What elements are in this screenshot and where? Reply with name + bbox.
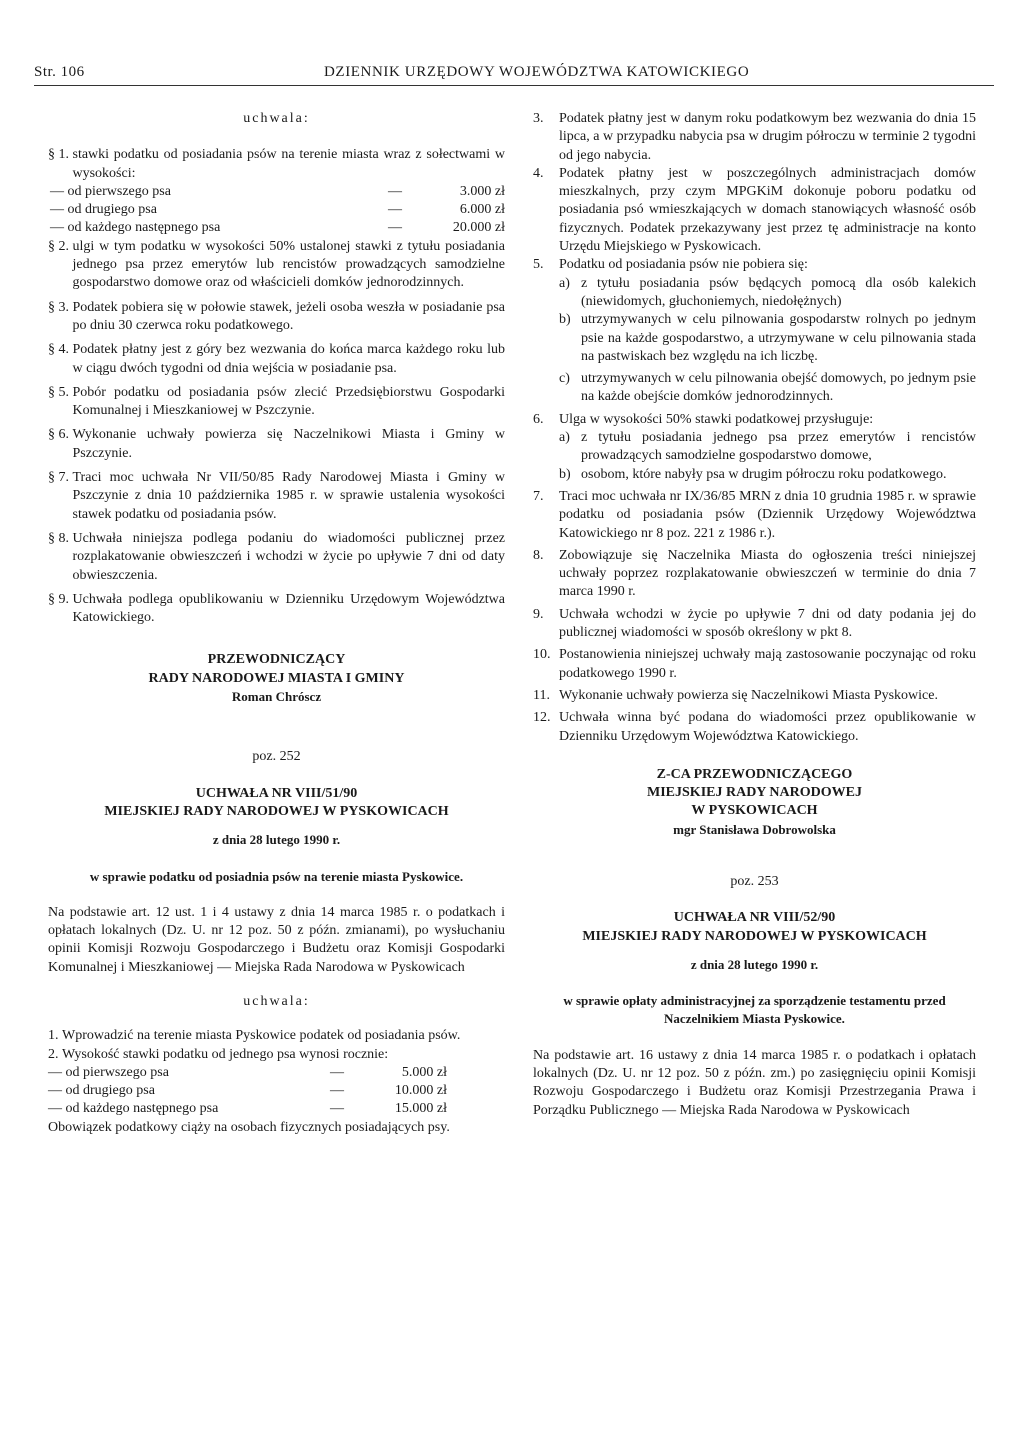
point-9: 9. Uchwała wchodzi w życie po upływie 7 dni od daty podania jej do publicznej wiadomości w sposób określony w pkt 8. xyxy=(533,606,976,641)
rate-row: — od każdego następnego psa — 15.000 zł xyxy=(48,1101,447,1117)
rate-row: — od drugiego psa — 10.000 zł xyxy=(48,1083,447,1099)
point-8: 8. Zobowiązuje się Naczelnika Miasta do ogłoszenia treści niniejszej uchwały poprzez rozplakatowanie obwieszczeń w terminie do dnia 7 marca 1990 r. xyxy=(533,547,976,600)
point-3: 3. Podatek płatny jest w danym roku podatkowym bez wezwania do dnia 15 lipca, a w przypadku nabycia psa w drugim półroczu w terminie 2 tygodni od jego nabycia. xyxy=(533,111,976,163)
point-12: 12. Uchwała winna być podana do wiadomości przez opublikowanie w Dzienniku Urzędowym Województwa Katowickiego. xyxy=(533,710,976,744)
resolution-253-subject: w sprawie opłaty administracyjnej za sporządzenie testamentu przed Naczelnikiem Miasta Pyskowice. xyxy=(563,993,946,1027)
rates-list-1 xyxy=(48,183,505,238)
point-6-list xyxy=(533,429,976,484)
rate-row: — od drugiego psa — 6.000 zł xyxy=(50,202,505,218)
rate-row: — od każdego następnego psa — 20.000 zł xyxy=(50,220,505,236)
signature-title: PRZEWODNICZĄCY xyxy=(207,652,346,668)
poz-253: poz. 253 xyxy=(730,873,779,889)
point-6: 6. Ulga w wysokości 50% stawki podatkowej przysługuje: xyxy=(533,411,874,427)
section-5: § 5. Pobór podatku od posiadania psów zlecić Przedsiębiorstwu Gospodarki Komunalnej i Mieszkaniowej w Pszczynie. xyxy=(48,384,505,419)
point-5: 5. Podatku od posiadania psów nie pobiera się: xyxy=(533,257,808,273)
resolution-252-title: UCHWAŁA NR VIII/51/90 MIEJSKIEJ RADY NARODOWEJ W PYSKOWICACH xyxy=(104,785,449,819)
section-number: § 1. xyxy=(48,147,69,163)
page-number: Str. 106 xyxy=(34,64,85,80)
section-1 xyxy=(48,146,505,183)
point-5-list xyxy=(533,275,976,407)
resolution-253-preamble: Na podstawie art. 16 ustawy z dnia 14 marca 1985 r. o podatkach i opłatach lokalnych (Dz. U. nr 12 poz. 50 z późn. zm.) po zasięgnięciu opinii Komisji Rozwoju Gospodarczego i Budżetu oraz Komisji Przestrzegania Prawa i Porządku Publicznego — Miejska Rada Narodowa w Pyskowicach xyxy=(533,1047,976,1118)
section-2: § 2. ulgi w tym podatku w wysokości 50% ustalonej stawki z tytułu posiadania jednego psa przez emerytów lub rencistów prowadzących samodzielne gospodarstwo domowe oraz od właścicieli domków jednorodzinnych. xyxy=(48,238,505,291)
resolution-253-date: z dnia 28 lutego 1990 r. xyxy=(690,956,819,972)
point-1: 1. Wprowadzić na terenie miasta Pyskowice podatek od posiadania psów. xyxy=(48,1028,461,1044)
resolution-253-title: UCHWAŁA NR VIII/52/90 MIEJSKIEJ RADY NARODOWEJ W PYSKOWICACH xyxy=(582,910,927,944)
point-7: 7. Traci moc uchwała nr IX/36/85 MRN z dnia 10 grudnia 1985 r. w sprawie podatku od posiadania psów (Dziennik Urzędowy Województwa Katowickiego nr 8 poz. 221 z 1986 r.). xyxy=(533,488,976,541)
uchwala-heading: uchwala: xyxy=(243,111,310,126)
list-item: b) utrzymywanych w celu pilnowania gospodarstw rolnych po jednym psie na każde gospodarstwo, a utrzymywane w celu pilnowania stada na pastwiskach bez względu na ich liczbę. xyxy=(559,312,976,364)
point-10: 10. Postanowienia niniejszej uchwały mają zastosowanie poczynając od roku podatkowego 1990 r. xyxy=(533,647,976,681)
uchwala-heading-2: uchwala: xyxy=(243,993,310,1009)
journal-title: DZIENNIK URZĘDOWY WOJEWÓDZTWA KATOWICKIEGO xyxy=(324,64,750,80)
rates-list-2 xyxy=(48,1064,505,1119)
right-column xyxy=(533,110,976,1120)
signature-name: Roman Chróscz xyxy=(231,689,322,705)
list-item: a) z tytułu posiadania psów będących pomocą dla osób kalekich (niewidomych, głuchoniemych, niedołężnych) xyxy=(559,275,976,309)
signature-name: mgr Stanisława Dobrowolska xyxy=(673,821,836,837)
signature-block-1 xyxy=(48,651,505,706)
rate-row: — od pierwszego psa — 5.000 zł xyxy=(48,1064,447,1080)
point-2-tail: Obowiązek podatkowy ciąży na osobach fizycznych posiadających psy. xyxy=(48,1119,450,1135)
resolution-252-preamble: Na podstawie art. 12 ust. 1 i 4 ustawy z dnia 14 marca 1985 r. o podatkach i opłatach lokalnych (Dz. U. nr 12 poz. 50 z późn. zmianami), po wysłuchaniu opinii Komisji Rozwoju Gospodarczego i Budżetu oraz Komisji Gospodarki Komunalnej i Mieszkaniowej — Miejska Rada Narodowa w Pyskowicach xyxy=(48,904,505,975)
list-item: a) z tytułu posiadania jednego psa przez emerytów i rencistów prowadzących samodzielne gospodarstwo domowe, xyxy=(559,430,976,464)
section-7: § 7. Traci moc uchwała Nr VII/50/85 Rady Narodowej Miasta i Gminy w Pszczynie z dnia 10 października 1985 r. w sprawie ustalenia wysokości stawek podatku od posiadania psów. xyxy=(48,470,505,522)
section-9: § 9. Uchwała podlega opublikowaniu w Dzienniku Urzędowym Województwa Katowickiego. xyxy=(48,591,505,626)
signature-body: RADY NARODOWEJ MIASTA I GMINY xyxy=(148,670,405,686)
section-3: § 3. Podatek pobiera się w połowie stawek, jeżeli osoba weszła w posiadanie psa po dniu 30 czerwca roku podatkowego. xyxy=(48,299,505,333)
section-6: § 6. Wykonanie uchwały powierza się Naczelnikowi Miasta i Gminy w Pszczynie. xyxy=(48,427,505,461)
section-text: stawki podatku od posiadania psów na terenie miasta wraz z sołectwami w wysokości: xyxy=(72,147,505,181)
list-item: b) osobom, które nabyły psa w drugim półroczu roku podatkowego. xyxy=(559,466,947,482)
left-column xyxy=(48,110,505,1137)
section-8: § 8. Uchwała niniejsza podlega podaniu do wiadomości publicznej przez rozplakatowanie obwieszczeń i wchodzi w życie po upływie 7 dni od daty obwieszczenia. xyxy=(48,530,505,583)
point-11: 11. Wykonanie uchwały powierza się Naczelnikowi Miasta Pyskowice. xyxy=(533,687,938,703)
poz-252: poz. 252 xyxy=(252,749,301,765)
list-item: c) utrzymywanych w celu pilnowania obejść domowych, po jednym psie na każde obejście domków jednorodzinnych. xyxy=(559,371,976,405)
point-4: 4. Podatek płatny jest w poszczególnych administracjach domów mieszkalnych, przy czym MPGKiM dokonuje poboru podatku od posiadania psó wmieszkających w domach stanowiących własność osób fizycznych. Podatek przekazywany jest przez tę administracje na konto Urzędu Miejskiego w Pyskowicach. xyxy=(533,165,976,255)
point-2: 2. Wysokość stawki podatku od jednego psa wynosi rocznie: xyxy=(48,1046,389,1062)
header-rule xyxy=(34,85,994,86)
resolution-252-date: z dnia 28 lutego 1990 r. xyxy=(212,832,341,848)
resolution-252-subject: w sprawie podatku od posiadnia psów na terenie miasta Pyskowice. xyxy=(89,868,464,884)
section-4: § 4. Podatek płatny jest z góry bez wezwania do końca marca każdego roku lub w ciągu dwóch tygodni od dnia wejścia w posiadanie psa. xyxy=(48,342,505,376)
signature-block-2: Z-CA PRZEWODNICZĄCEGO MIEJSKIEJ RADY NARODOWEJ W PYSKOWICACH mgr Stanisława Dobrowolska xyxy=(533,766,976,839)
rate-row: — od pierwszego psa — 3.000 zł xyxy=(50,183,505,199)
